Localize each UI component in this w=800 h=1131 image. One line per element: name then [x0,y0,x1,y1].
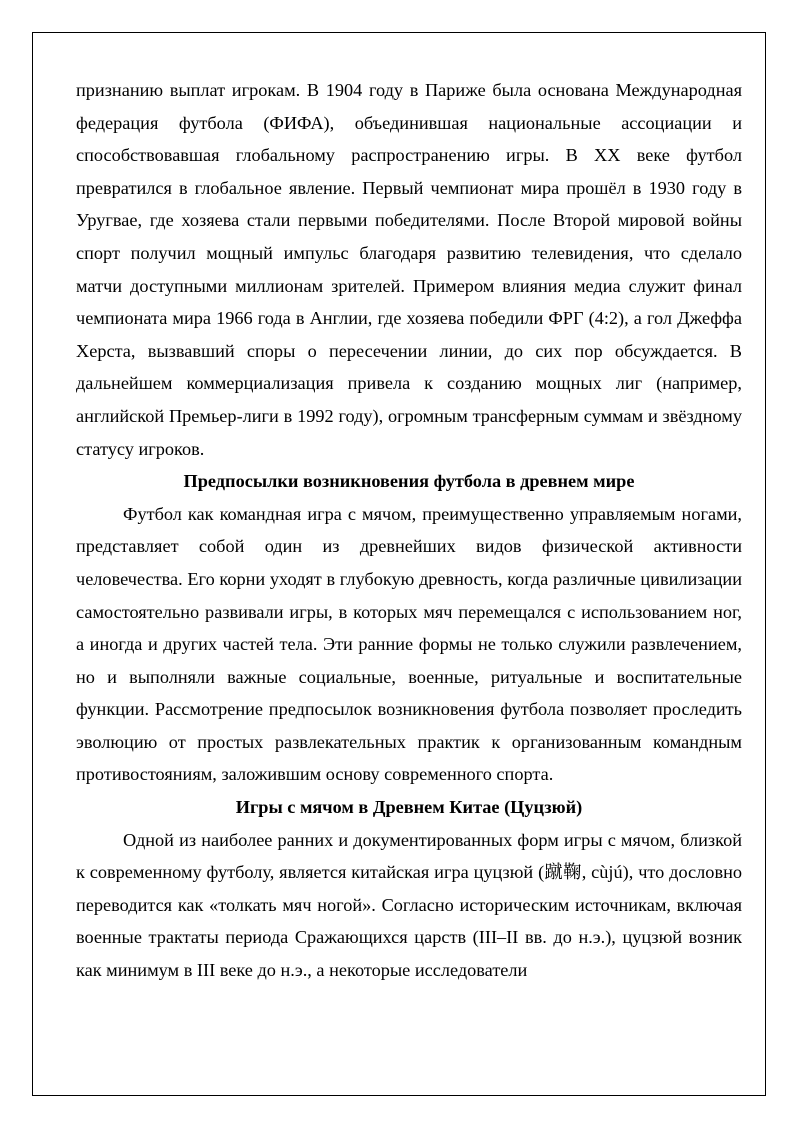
section-heading-prerequisites: Предпосылки возникновения футбола в древнем мире [183,471,635,492]
paragraph-ancient-origins: Футбол как командная игра с мячом, преимущественно управляемым ногами, представляет собой один из древнейших видов физической активности человечества. Его корни уходят в глубокую древность, когда различные цивилизации самостоятельно развивали игры, в которых мяч перемещался с использованием ног, а иногда и других частей тела. Эти ранние формы не только служили развлечением, но и выполняли важные социальные, военные, ритуальные и воспитательные функции. Рассмотрение предпосылок возникновения футбола позволяет проследить эволюцию от простых развлекательных практик к организованным командным противостояниям, заложившим основу современного спорта. [76,503,742,785]
document-body [76,74,742,987]
section-heading-cuju: Игры с мячом в Древнем Китае (Цуцзюй) [235,797,583,818]
paragraph-cuju: Одной из наиболее ранних и документированных форм игры с мячом, близкой к современному футболу, является китайская игра цуцзюй (蹴鞠, cùjú), что дословно переводится как «толкать мяч ногой». Согласно историческим источникам, включая военные трактаты периода Сражающихся царств (III–II вв. до н.э.), цуцзюй возник как минимум в III веке до н.э., а некоторые исследователи [76,829,742,981]
paragraph-fifa-history: признанию выплат игрокам. В 1904 году в Париже была основана Международная федерация футбола (ФИФА), объединившая национальные ассоциации и способствовавшая глобальному распространению игры. В XX веке футбол превратился в глобальное явление. Первый чемпионат мира прошёл в 1930 году в Уругвае, где хозяева стали первыми победителями. После Второй мировой войны спорт получил мощный импульс благодаря развитию телевидения, что сделало матчи доступными миллионам зрителей. Примером влияния медиа служит финал чемпионата мира 1966 года в Англии, где хозяева победили ФРГ (4:2), а гол Джеффа Херста, вызвавший споры о пересечении линии, до сих пор обсуждается. В дальнейшем коммерциализация привела к созданию мощных лиг (например, английской Премьер-лиги в 1992 году), огромным трансферным суммам и звёздному статусу игроков. [76,80,742,459]
